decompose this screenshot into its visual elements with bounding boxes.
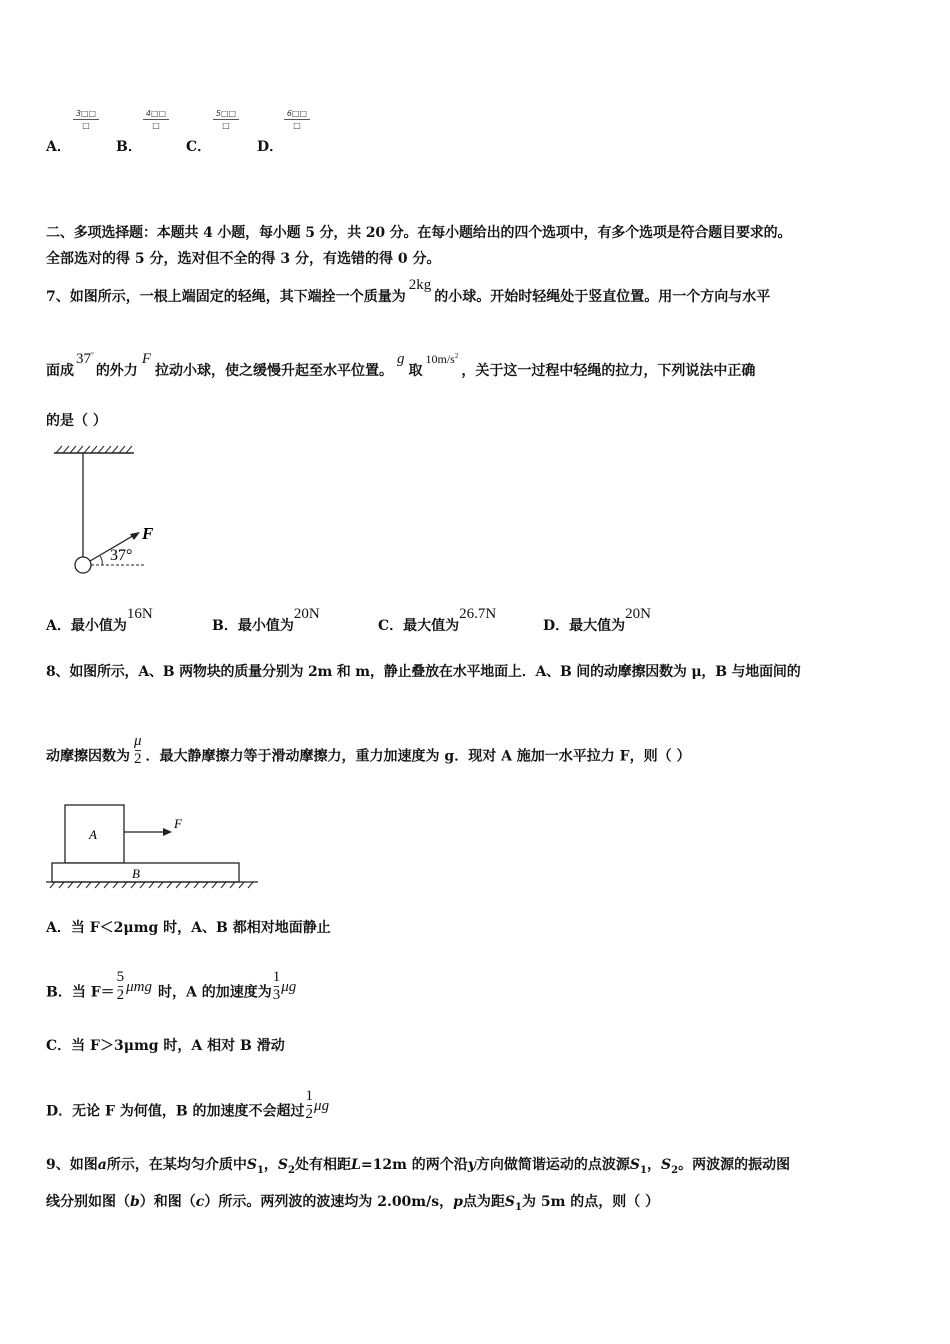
q7-ball [75, 557, 91, 573]
section2-heading-line2: 全部选对的得 5 分，选对但不全的得 3 分，有选错的得 0 分。 [46, 251, 441, 267]
q6-option-d-label: D． [257, 139, 284, 155]
q9-text: 方向做简谐运动的点波源 [475, 1157, 630, 1173]
q8-mu-fraction [134, 733, 142, 768]
q8-option-d-expr: μg [314, 1097, 330, 1114]
q8-text: 动摩擦因数为 [46, 748, 130, 765]
q8-mu-numerator: μ [134, 733, 142, 749]
q8-option-b-text: B．当 F＝ [46, 984, 115, 1001]
q9-text: 。两波源的振动图 [678, 1157, 791, 1173]
q9-fig-c: c [195, 1194, 205, 1210]
q8-option-d-text: D．无论 F 为何值，B 的加速度不会超过 [46, 1103, 305, 1120]
q7-angle-degree: ° [91, 351, 94, 359]
q8-line2 [46, 733, 691, 774]
q7-force-symbol: F [141, 351, 151, 367]
q9-text: ）和图（ [139, 1194, 196, 1210]
q7-angle-value: 37 [76, 351, 91, 367]
q7-option-c [378, 606, 497, 635]
q8-option-b-fraction1-den: 2 [116, 987, 125, 1003]
q7-text: 拉动小球，使之缓慢升起至水平位置。 [154, 363, 393, 379]
q7-g-exponent: 2 [454, 352, 459, 360]
q8-figure [46, 798, 260, 894]
q9-fig-a: a [97, 1157, 107, 1173]
q6-option-b-numerator: 4□□ [145, 109, 167, 118]
q9-s1: S [246, 1157, 257, 1173]
q6-option-d-numerator: 6□□ [286, 109, 308, 118]
q7-text: 的外力 [95, 363, 138, 379]
q7-text: 7、如图所示，一根上端固定的轻绳，其下端拴一个质量为 [46, 289, 406, 305]
q9-s2-sub: 2 [288, 1164, 296, 1176]
q8-text: ．最大静摩擦力等于滑动摩擦力，重力加速度为 g．现对 A 施加一水平拉力 F，则（ ） [145, 748, 691, 765]
q7-figure-angle-label: 37° [110, 547, 133, 564]
q7-line2 [46, 351, 756, 380]
q8-option-b-fraction2-num: 1 [272, 969, 281, 985]
q7-option-b-label: B．最小值为 [212, 618, 294, 634]
q8-option-b [46, 969, 297, 1010]
q9-s1c: S [504, 1194, 516, 1210]
q6-option-a-fraction [73, 109, 99, 130]
q8-option-d-fraction-num: 1 [305, 1088, 314, 1104]
q9-text: 点为距 [462, 1194, 505, 1210]
q8-option-d-fraction [306, 1088, 314, 1123]
q9-s2b-sub: 2 [671, 1164, 679, 1176]
q6-option-b-label: B． [116, 139, 142, 155]
q9-text: 所示，在某均匀介质中 [106, 1157, 247, 1173]
q8-option-b-fraction1 [117, 969, 125, 1004]
q9-s1-sub: 1 [256, 1164, 264, 1176]
q9-L: L [351, 1157, 361, 1173]
q7-figure-force-label: F [142, 524, 154, 543]
q8-option-c: C．当 F＞3μmg 时，A 相对 B 滑动 [46, 1038, 285, 1054]
q7-option-b-value: 20N [293, 606, 320, 622]
q6-option-b-denominator: □ [152, 121, 160, 130]
q7-text: 面成 [46, 363, 74, 379]
q7-text: 取 [408, 363, 423, 379]
q8-option-b-expr2: μg [281, 978, 297, 995]
q9-s2: S [277, 1157, 289, 1173]
q9-text: 为 5m 的点，则（ ） [522, 1194, 660, 1210]
q9-line1 [46, 1154, 790, 1176]
q9-s1c-sub: 1 [515, 1201, 522, 1213]
q7-option-a-label: A．最小值为 [46, 618, 127, 634]
q8-option-b-fraction1-num: 5 [116, 969, 125, 985]
q9-text: 处有相距 [295, 1157, 352, 1173]
q6-option-d-denominator: □ [293, 121, 301, 130]
q8-force-arrowhead [163, 828, 172, 836]
q7-angle-arc [100, 556, 102, 565]
q9-y: y [467, 1157, 476, 1173]
q9-p: p [453, 1194, 463, 1210]
q8-option-d-fraction-den: 2 [305, 1106, 314, 1122]
q8-option-b-fraction2 [273, 969, 281, 1004]
q8-option-b-expr1: μmg [126, 978, 153, 995]
q6-option-c-label: C． [186, 139, 212, 155]
q8-block-b-label: B [132, 866, 140, 881]
section2-heading-line1: 二、多项选择题：本题共 4 小题，每小题 5 分，共 20 分。在每小题给出的四个选项中，有多个选项是符合题目要求的。 [46, 225, 792, 241]
q7-option-d-label: D．最大值为 [543, 618, 626, 634]
q7-g-value [425, 352, 458, 366]
q7-force-arrowhead [130, 532, 140, 540]
q7-option-a [46, 606, 153, 635]
q7-angle [76, 351, 94, 367]
q8-block-b [52, 863, 239, 882]
q7-ceiling-hatch [56, 446, 132, 453]
q9-text: ）所示。两列波的波速均为 2.00m/s， [204, 1194, 454, 1210]
q9-text: =12m 的两个沿 [360, 1157, 468, 1173]
q8-option-a: A．当 F＜2μmg 时，A、B 都相对地面静止 [46, 920, 331, 936]
q9-text: 9、如图 [46, 1157, 98, 1173]
q9-text: 线分别如图（ [46, 1194, 130, 1210]
q6-option-c-fraction [213, 109, 239, 130]
q6-option-a-denominator: □ [82, 121, 90, 130]
q9-text: ， [647, 1157, 661, 1173]
q9-s1b: S [629, 1157, 641, 1173]
q8-line1: 8、如图所示，A、B 两物块的质量分别为 2m 和 m，静止叠放在水平地面上．A、B 间的动摩擦因数为 μ，B 与地面间的 [46, 664, 801, 680]
q8-ground-hatch [50, 882, 253, 888]
q7-line1 [46, 277, 771, 306]
q7-mass: 2kg [408, 277, 432, 293]
q9-line2 [46, 1191, 659, 1213]
q8-option-d [46, 1088, 330, 1129]
q9-s1b-sub: 1 [640, 1164, 647, 1176]
q9-s2b: S [661, 1157, 672, 1173]
q7-option-d [543, 606, 651, 635]
q8-option-b-text: 时，A 的加速度为 [158, 984, 272, 1001]
q7-text: 的小球。开始时轻绳处于竖直位置。用一个方向与水平 [434, 289, 771, 305]
q7-text: ，关于这一过程中轻绳的拉力，下列说法中正确 [461, 363, 756, 379]
q8-block-a-label: A [89, 827, 97, 842]
q6-option-a-numerator: 3□□ [75, 109, 97, 118]
q7-option-b [212, 606, 320, 635]
q7-option-a-value: 16N [126, 606, 153, 622]
q7-g-symbol: g [396, 351, 405, 367]
q6-option-a-label: A． [46, 139, 71, 155]
q6-option-c-numerator: 5□□ [215, 109, 237, 118]
q9-text: ， [263, 1157, 278, 1173]
q6-option-c-denominator: □ [222, 121, 230, 130]
q7-figure [46, 440, 176, 580]
q7-option-c-value: 26.7N [459, 606, 497, 622]
q6-option-d-fraction [284, 109, 310, 130]
q6-option-b-fraction [143, 109, 169, 130]
q8-mu-denominator: 2 [134, 751, 142, 767]
q7-g-value-text: 10m/s [425, 352, 455, 366]
q7-option-d-value: 20N [625, 606, 651, 622]
q7-line3: 的是（ ） [46, 413, 107, 429]
q8-force-label: F [174, 816, 182, 831]
q9-fig-b: b [130, 1194, 140, 1210]
q7-option-c-label: C．最大值为 [378, 618, 460, 634]
q8-option-b-fraction2-den: 3 [272, 987, 281, 1003]
